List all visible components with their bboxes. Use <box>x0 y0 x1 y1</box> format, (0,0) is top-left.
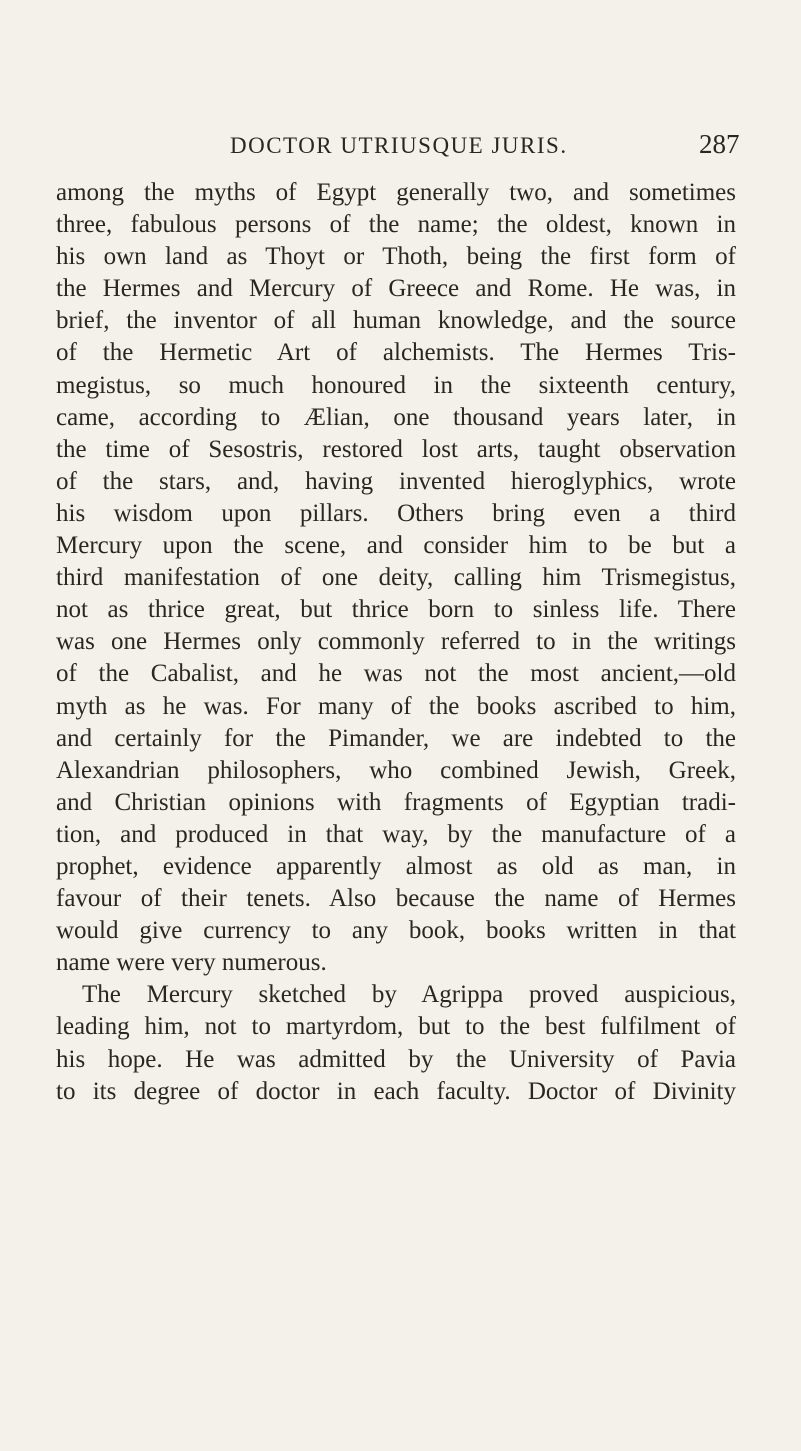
text-line: favour of their tenets. Also because the name of Hermes <box>56 885 736 913</box>
text-line: the Hermes and Mercury of Greece and Rome. He was, in <box>56 275 736 303</box>
text-line: of the stars, and, having invented hieroglyphics, wrote <box>56 467 736 495</box>
text-line: name were very numerous. <box>56 949 327 977</box>
running-header <box>0 127 801 167</box>
text-line: and certainly for the Pimander, we are indebted to the <box>56 724 736 752</box>
text-line: megistus, so much honoured in the sixteenth century, <box>56 371 736 399</box>
text-line: Mercury upon the scene, and consider him to be but a <box>56 532 736 560</box>
text-line: not as thrice great, but thrice born to sinless life. There <box>56 596 736 624</box>
text-line: came, according to Ælian, one thousand years later, in <box>56 403 736 431</box>
body-text <box>56 177 736 1108</box>
text-line: would give currency to any book, books written in that <box>56 917 736 945</box>
text-line: myth as he was. For many of the books ascribed to him, <box>56 692 736 720</box>
paragraph-agrippa <box>56 979 736 1107</box>
text-line: brief, the inventor of all human knowledge, and the source <box>56 307 736 335</box>
text-line: of the Cabalist, and he was not the most ancient,—old <box>56 660 736 688</box>
text-line: third manifestation of one deity, calling him Trismegistus, <box>56 564 736 592</box>
paragraph-hermes <box>56 177 736 979</box>
page-number: 287 <box>699 129 740 159</box>
text-line: leading him, not to martyrdom, but to the best fulfilment of <box>56 1013 736 1041</box>
text-line: was one Hermes only commonly referred to in the writings <box>56 628 736 656</box>
text-line: the time of Sesostris, restored lost arts, taught observation <box>56 435 736 463</box>
text-line: Alexandrian philosophers, who combined Jewish, Greek, <box>56 756 736 784</box>
text-line: tion, and produced in that way, by the manufacture of a <box>56 820 736 848</box>
text-line: of the Hermetic Art of alchemists. The Hermes Tris- <box>56 339 736 367</box>
text-line: three, fabulous persons of the name; the oldest, known in <box>56 211 736 239</box>
text-line: his own land as Thoyt or Thoth, being the first form of <box>56 243 736 271</box>
text-line: and Christian opinions with fragments of Egyptian tradi- <box>56 788 736 816</box>
text-line: prophet, evidence apparently almost as old as man, in <box>56 852 736 880</box>
running-title: DOCTOR UTRIUSQUE JURIS. <box>230 133 568 158</box>
text-line: his hope. He was admitted by the University of Pavia <box>56 1045 736 1073</box>
text-line: to its degree of doctor in each faculty. Doctor of Divinity <box>56 1077 736 1105</box>
text-line: his wisdom upon pillars. Others bring even a third <box>56 499 736 527</box>
text-line: among the myths of Egypt generally two, and sometimes <box>56 179 736 206</box>
text-line: The Mercury sketched by Agrippa proved auspicious, <box>82 981 736 1009</box>
